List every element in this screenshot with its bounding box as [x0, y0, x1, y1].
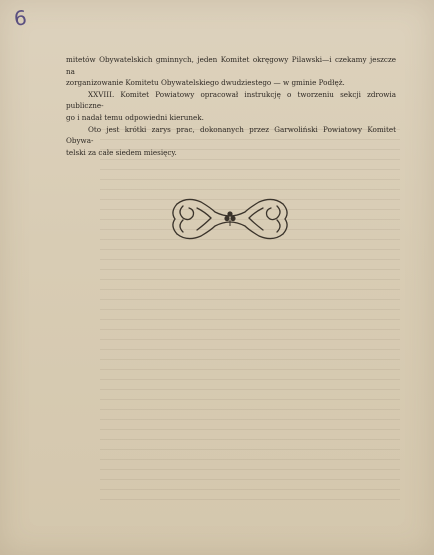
text-line: Oto jest krótki zarys prac, dokonanych przez Garwoliński Powiatowy Komitet Obywa-: [66, 124, 396, 146]
paragraph-1: [66, 54, 396, 89]
show-through-text: [100, 120, 400, 500]
text-line: go i nadał temu odpowiedni kierunek.: [66, 112, 204, 122]
paragraph-2: [66, 89, 396, 124]
text-line: telski za całe siedem miesięcy.: [66, 147, 177, 157]
text-line: zorganizowanie Komitetu Obywatelskiego dwudziestego — w gminie Podłęż.: [66, 78, 345, 88]
text-line: XXVIII. Komitet Powiatowy opracował instrukcję o tworzeniu sekcji zdrowia publiczne-: [66, 89, 396, 111]
paragraph-3: [66, 124, 396, 159]
handwritten-page-number: 6: [12, 5, 27, 31]
body-text: [66, 54, 396, 158]
text-line: mitetów Obywatelskich gminnych, jeden Komitet okręgowy Pilawski—i czekamy jeszcze na: [66, 55, 396, 76]
art-nouveau-ornament: [167, 194, 293, 244]
